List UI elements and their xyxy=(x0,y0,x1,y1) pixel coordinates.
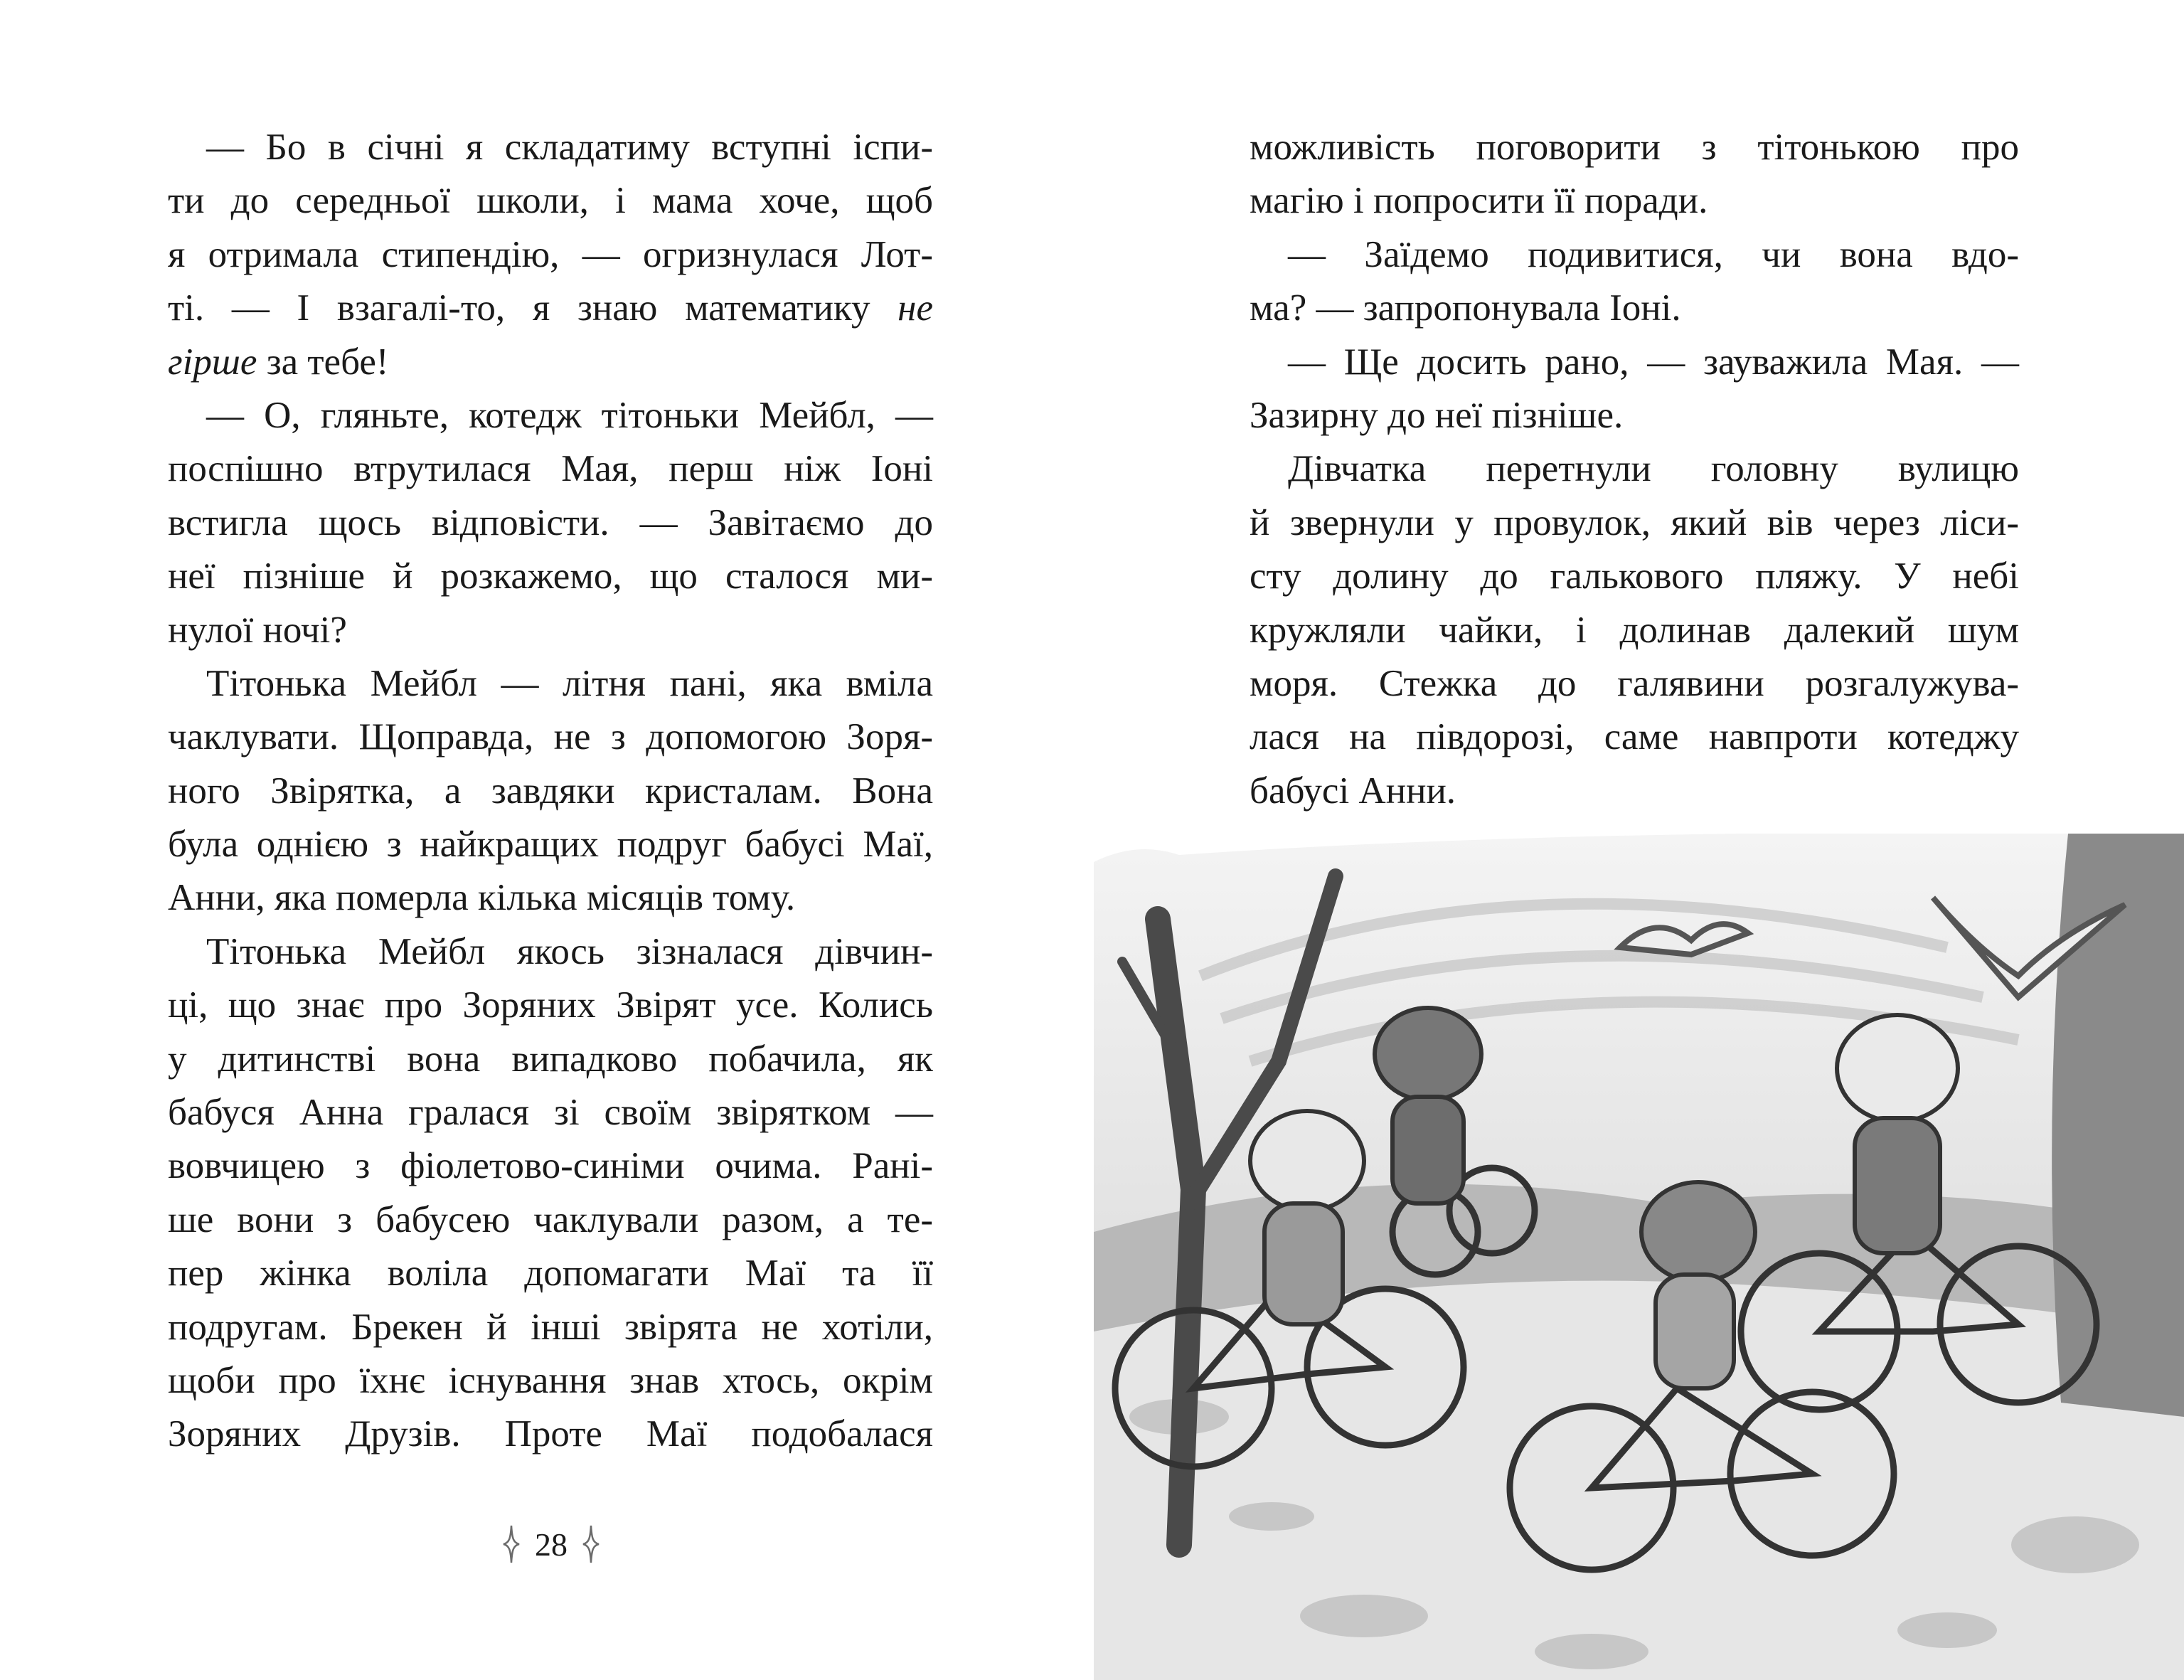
text-segment: щоби про їхнє існування знав хтось, окрім xyxy=(168,1359,933,1401)
tree-right xyxy=(2052,834,2184,1417)
text-line xyxy=(168,979,933,1032)
text-line xyxy=(1250,604,2019,657)
text-segment: ті. — І взагалі-то, я знаю математику xyxy=(168,287,898,329)
text-segment: за тебе! xyxy=(257,341,389,383)
text-segment: ма? — запропонувала Іоні. xyxy=(1250,287,1681,329)
text-line xyxy=(1250,121,2019,174)
text-segment: Дівчатка перетнули головну вулицю xyxy=(1288,448,2019,490)
text-line xyxy=(1250,550,2019,603)
text-segment: магію і попросити її поради. xyxy=(1250,180,1708,222)
four-point-star-icon xyxy=(582,1524,600,1564)
text-segment: ти до середньої школи, і мама хоче, щоб xyxy=(168,180,933,222)
text-segment: бабуся Анна гралася зі своїм звірятком — xyxy=(168,1092,933,1134)
text-line xyxy=(168,121,933,174)
text-line xyxy=(168,336,933,389)
text-segment: можливість поговорити з тітонькою про xyxy=(1250,127,2019,168)
text-segment: — Ще досить рано, — зауважила Мая. — xyxy=(1288,341,2019,383)
text-line xyxy=(168,657,933,711)
text-segment: й звернули у провулок, який вів через ліси- xyxy=(1250,501,2019,543)
text-line xyxy=(1250,765,2019,818)
text-line xyxy=(168,765,933,818)
text-segment: була однією з найкращих подруг бабусі Маї, xyxy=(168,824,933,866)
text-line xyxy=(1250,496,2019,550)
text-segment: — Заїдемо подивитися, чи вона вдо- xyxy=(1288,233,2019,275)
page-number xyxy=(491,1522,612,1564)
italic-text: не xyxy=(897,287,933,329)
text-segment: Зоряних Друзів. Проте Маї подобалася xyxy=(168,1413,933,1455)
four-point-star-icon xyxy=(502,1524,521,1564)
text-line xyxy=(168,1408,933,1461)
text-segment: лася на півдорозі, саме навпроти котеджу xyxy=(1250,716,2019,758)
text-line xyxy=(168,442,933,496)
text-segment: вовчицею з фіолетово-синіми очима. Рані- xyxy=(168,1145,933,1187)
text-segment: встигла щось відповісти. — Завітаємо до xyxy=(168,501,933,543)
text-line xyxy=(168,228,933,282)
text-segment: поспішно втрутилася Мая, перш ніж Іоні xyxy=(168,448,933,490)
text-line xyxy=(168,282,933,335)
text-segment: — О, гляньте, котедж тітоньки Мейбл, — xyxy=(206,394,933,436)
text-line xyxy=(1250,657,2019,711)
text-segment: — Бо в січні я складатиму вступні іспи- xyxy=(206,127,933,168)
text-line xyxy=(168,1086,933,1139)
text-segment: бабусі Анни. xyxy=(1250,770,1456,812)
text-segment: пер жінка воліла допомагати Маї та її xyxy=(168,1253,933,1294)
text-segment: ці, що знає про Зоряних Звірят усе. Колись xyxy=(168,984,933,1026)
text-line xyxy=(168,1301,933,1354)
text-segment: Тітонька Мейбл якось зізналася дівчин- xyxy=(206,930,933,972)
text-line xyxy=(1250,282,2019,335)
text-segment: кружляли чайки, і долинав далекий шум xyxy=(1250,609,2019,651)
text-line xyxy=(168,1247,933,1300)
text-line xyxy=(168,871,933,925)
text-line xyxy=(168,818,933,871)
right-page-text xyxy=(1250,121,2019,818)
text-line xyxy=(1250,711,2019,764)
text-segment: у дитинстві вона випадково побачила, як xyxy=(168,1038,933,1080)
text-segment: Анни, яка померла кілька місяців тому. xyxy=(168,877,796,919)
text-line xyxy=(168,1139,933,1193)
text-line xyxy=(168,174,933,228)
text-segment: Тітонька Мейбл — літня пані, яка вміла xyxy=(206,662,933,704)
text-line xyxy=(1250,389,2019,442)
left-page-text xyxy=(168,121,933,1462)
text-line xyxy=(168,1033,933,1086)
text-segment: ше вони з бабусею чаклували разом, а те- xyxy=(168,1198,933,1240)
text-line xyxy=(168,925,933,979)
text-line xyxy=(168,604,933,657)
text-segment: сту долину до галькового пляжу. У небі xyxy=(1250,555,2019,597)
text-line xyxy=(168,711,933,764)
page-number-text: 28 xyxy=(535,1526,568,1563)
text-line xyxy=(1250,442,2019,496)
text-line xyxy=(168,1354,933,1408)
text-segment: неї пізніше й розкажемо, що сталося ми- xyxy=(168,555,933,597)
text-segment: Зазирну до неї пізніше. xyxy=(1250,394,1624,436)
text-segment: ного Звірятка, а завдяки кристалам. Вона xyxy=(168,770,933,812)
text-line xyxy=(168,389,933,442)
girls-riding-bicycles-illustration xyxy=(1094,834,2184,1680)
text-segment: чаклувати. Щоправда, не з допомогою Зоря- xyxy=(168,716,933,758)
text-segment: нулої ночі? xyxy=(168,609,347,651)
text-line xyxy=(168,496,933,550)
text-segment: подругам. Брекен й інші звірята не хотіли, xyxy=(168,1306,933,1348)
text-segment: я отримала стипендію, — огризнулася Лот- xyxy=(168,233,933,275)
text-line xyxy=(1250,228,2019,282)
text-segment: моря. Стежка до галявини розгалужува- xyxy=(1250,662,2019,704)
text-line xyxy=(1250,336,2019,389)
italic-text: гірше xyxy=(168,341,257,383)
text-line xyxy=(168,1193,933,1247)
text-line xyxy=(168,550,933,603)
text-line xyxy=(1250,174,2019,228)
